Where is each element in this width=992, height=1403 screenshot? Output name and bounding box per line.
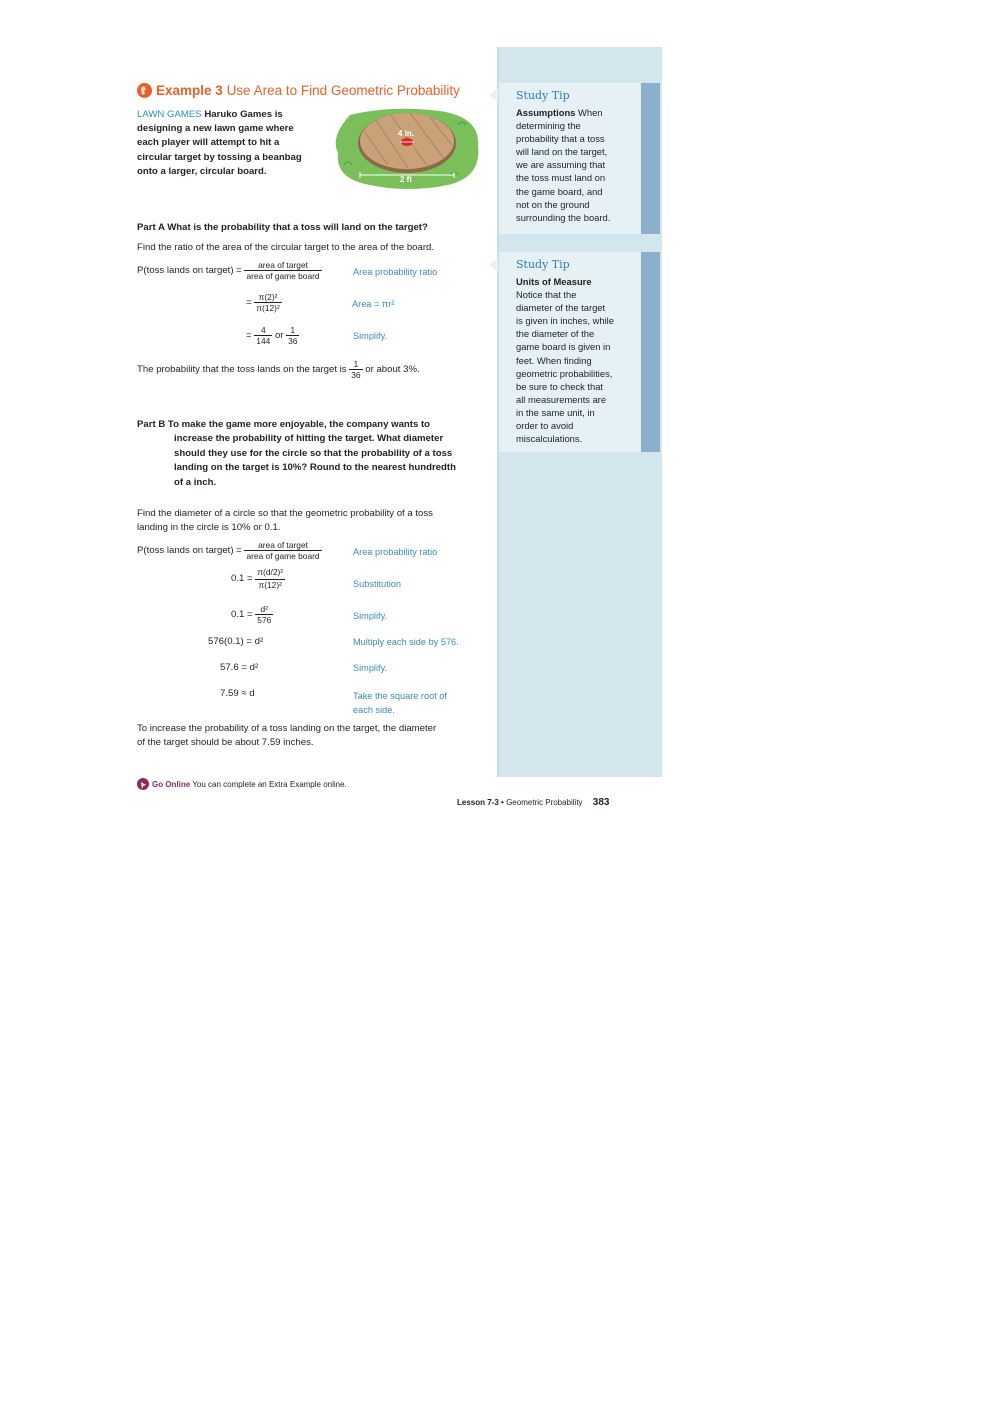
part-b-note-5: Simplify. bbox=[353, 663, 388, 673]
example-title bbox=[156, 83, 460, 98]
study-tip-heading-2: Units of Measure bbox=[516, 276, 592, 287]
fraction-numerator: 1 bbox=[286, 325, 299, 336]
fraction-numerator: 4 bbox=[254, 325, 272, 336]
part-b-heading-line: increase the probability of hitting the target. What diameter bbox=[174, 433, 444, 445]
intro-line: designing a new lawn game where bbox=[137, 123, 294, 135]
lesson-number: Lesson 7-3 bbox=[457, 798, 499, 807]
part-b-note-1: Area probability ratio bbox=[353, 547, 438, 557]
tip-line: the game board, and bbox=[516, 185, 603, 197]
tip-line: order to avoid bbox=[516, 420, 574, 432]
conclusion-line: of the target should be about 7.59 inches. bbox=[137, 737, 314, 748]
fraction-numerator: 1 bbox=[349, 359, 362, 370]
tip-line: diameter of the target bbox=[516, 302, 606, 314]
part-b-note-6 bbox=[353, 689, 447, 717]
tip-pointer-1 bbox=[489, 88, 498, 102]
part-a-heading: Part A What is the probability that a toss will land on the target? bbox=[137, 222, 428, 233]
part-b-step-4: 576(0.1) = d² bbox=[208, 636, 264, 647]
page-number: 383 bbox=[592, 797, 610, 808]
study-tip-title-1: Study Tip bbox=[516, 89, 570, 102]
go-online[interactable] bbox=[152, 780, 347, 789]
part-b-note-4: Multiply each side by 576. bbox=[353, 637, 459, 647]
part-a-step-1 bbox=[137, 260, 322, 281]
tip-line: probability that a toss bbox=[516, 133, 605, 145]
example-intro bbox=[137, 108, 327, 179]
tip-line: miscalculations. bbox=[516, 433, 583, 445]
tip-line: will land on the target, bbox=[516, 146, 608, 158]
part-b-step-3 bbox=[231, 604, 273, 625]
part-b-step-5: 57.6 = d² bbox=[220, 662, 259, 673]
tip-pointer-2 bbox=[489, 258, 498, 272]
tip-line: be sure to check that bbox=[516, 380, 604, 392]
part-a-note-1: Area probability ratio bbox=[353, 267, 438, 277]
tip-line: geometric probabilities, bbox=[516, 367, 613, 379]
probability-lhs: P(toss lands on target) = bbox=[137, 545, 242, 557]
fraction-denominator: 36 bbox=[351, 370, 361, 380]
fraction-denominator: area of game board bbox=[246, 271, 320, 281]
note-line: each side. bbox=[353, 705, 395, 715]
fraction-numerator: area of target bbox=[244, 540, 321, 551]
part-a-conclusion bbox=[137, 359, 420, 380]
instruction-line: landing in the circle is 10% or 0.1. bbox=[137, 522, 281, 533]
intro-line: each player will attempt to hit a bbox=[137, 137, 280, 149]
example-title-text: Use Area to Find Geometric Probability bbox=[226, 83, 460, 98]
study-tip-body-2 bbox=[516, 275, 638, 445]
tip-line: surrounding the board. bbox=[516, 211, 611, 223]
board-size-label: 2 ft bbox=[400, 175, 412, 184]
part-b-heading-line: Part B To make the game more enjoyable, the company wants to bbox=[137, 419, 431, 430]
part-a-step-3: = $\frac{4}{144}$ or $\frac{1}{36}$ bbox=[246, 325, 298, 346]
study-tip-bar-2 bbox=[641, 252, 660, 452]
tip-line: Notice that the bbox=[516, 289, 577, 301]
intro-line: circular target by tossing a beanbag bbox=[137, 151, 302, 163]
lesson-topic: Geometric Probability bbox=[506, 798, 583, 807]
study-tip-body-1 bbox=[516, 106, 638, 224]
tip-line: the diameter of the bbox=[516, 328, 595, 340]
fraction-denominator: area of game board bbox=[246, 551, 320, 561]
part-b-step-2 bbox=[231, 567, 285, 590]
example-number: Example 3 bbox=[156, 83, 223, 98]
probability-lhs: P(toss lands on target) = bbox=[137, 265, 242, 277]
step3-fraction bbox=[255, 604, 273, 625]
part-b-note-3: Simplify. bbox=[353, 611, 388, 621]
step3-fraction-a bbox=[254, 325, 272, 346]
fraction-denominator: π(12)² bbox=[258, 580, 282, 590]
step2-fraction bbox=[255, 567, 285, 590]
tip-line: we are assuming that bbox=[516, 159, 606, 171]
fraction-denominator: 576 bbox=[257, 615, 272, 625]
part-b-heading-line: should they use for the circle so that the probability of a toss bbox=[174, 447, 453, 459]
step-lhs: 0.1 = bbox=[231, 573, 253, 585]
tip-line: is given in inches, while bbox=[516, 315, 614, 327]
tip-line: feet. When finding bbox=[516, 354, 592, 366]
part-b-heading-line: landing on the target is 10%? Round to the nearest hundredth bbox=[174, 462, 456, 474]
conclusion-line: To increase the probability of a toss landing on the target, the diameter bbox=[137, 723, 437, 734]
conclusion-fraction bbox=[349, 359, 362, 380]
part-b-heading-line: of a inch. bbox=[174, 476, 217, 488]
intro-line: Haruko Games is bbox=[204, 109, 283, 120]
page-footer bbox=[457, 797, 609, 808]
footer-bullet: • bbox=[501, 798, 504, 807]
part-b-step-6: 7.59 ≈ d bbox=[220, 688, 255, 699]
step-lhs: 0.1 = bbox=[231, 609, 253, 621]
step2-fraction bbox=[254, 292, 281, 313]
study-tip-bar-1 bbox=[641, 83, 660, 234]
tip-line: determining the bbox=[516, 120, 581, 132]
part-a-note-3: Simplify. bbox=[353, 331, 388, 341]
step3-fraction-b bbox=[286, 325, 299, 346]
part-a-instruction: Find the ratio of the area of the circular target to the area of the board. bbox=[137, 242, 435, 253]
part-b-heading bbox=[137, 418, 487, 490]
go-online-label[interactable]: Go Online bbox=[152, 780, 191, 789]
tip-line: in the same unit, in bbox=[516, 406, 595, 418]
part-b-note-2: Substitution bbox=[353, 579, 402, 589]
example-tag: LAWN GAMES bbox=[137, 109, 202, 120]
fraction-denominator: π(12)² bbox=[256, 303, 280, 313]
fraction-numerator: area of target bbox=[244, 260, 321, 271]
tip-line: game board is given in bbox=[516, 341, 611, 353]
intro-line: onto a larger, circular board. bbox=[137, 165, 267, 177]
go-online-text: You can complete an Extra Example online. bbox=[192, 780, 347, 789]
target-size-label: 4 in. bbox=[398, 129, 415, 138]
ratio-fraction bbox=[244, 540, 321, 561]
go-online-icon[interactable] bbox=[137, 778, 149, 790]
part-b-instruction bbox=[137, 507, 433, 535]
conclusion-text: The probability that the toss lands on the target is bbox=[137, 364, 347, 376]
study-tip-heading-1: Assumptions bbox=[516, 107, 576, 118]
fraction-denominator: 144 bbox=[256, 336, 271, 346]
fraction-denominator: 36 bbox=[288, 336, 298, 346]
note-line: Take the square root of bbox=[353, 691, 447, 701]
part-b-conclusion bbox=[137, 722, 436, 750]
example-icon bbox=[137, 83, 152, 98]
conclusion-text: or about 3%. bbox=[365, 364, 420, 376]
lawn-game-figure bbox=[330, 105, 485, 190]
part-b-step-1 bbox=[137, 540, 322, 561]
fraction-numerator: d² bbox=[255, 604, 273, 615]
fraction-numerator: π(d/2)² bbox=[255, 567, 285, 580]
instruction-line: Find the diameter of a circle so that the geometric probability of a toss bbox=[137, 508, 433, 519]
tip-line: the toss must land on bbox=[516, 172, 606, 184]
part-a-step-2: = $\frac{\text{π(2)²}}{\text{π(12)²}}$ bbox=[246, 292, 280, 313]
fraction-numerator: π(2)² bbox=[254, 292, 281, 303]
ratio-fraction bbox=[244, 260, 321, 281]
tip-line: not on the ground bbox=[516, 198, 590, 210]
or-text: or bbox=[274, 330, 284, 342]
tip-line: When bbox=[578, 107, 603, 118]
part-a-note-2: Area = πr² bbox=[352, 299, 395, 309]
tip-line: all measurements are bbox=[516, 393, 607, 405]
study-tip-title-2: Study Tip bbox=[516, 258, 570, 271]
